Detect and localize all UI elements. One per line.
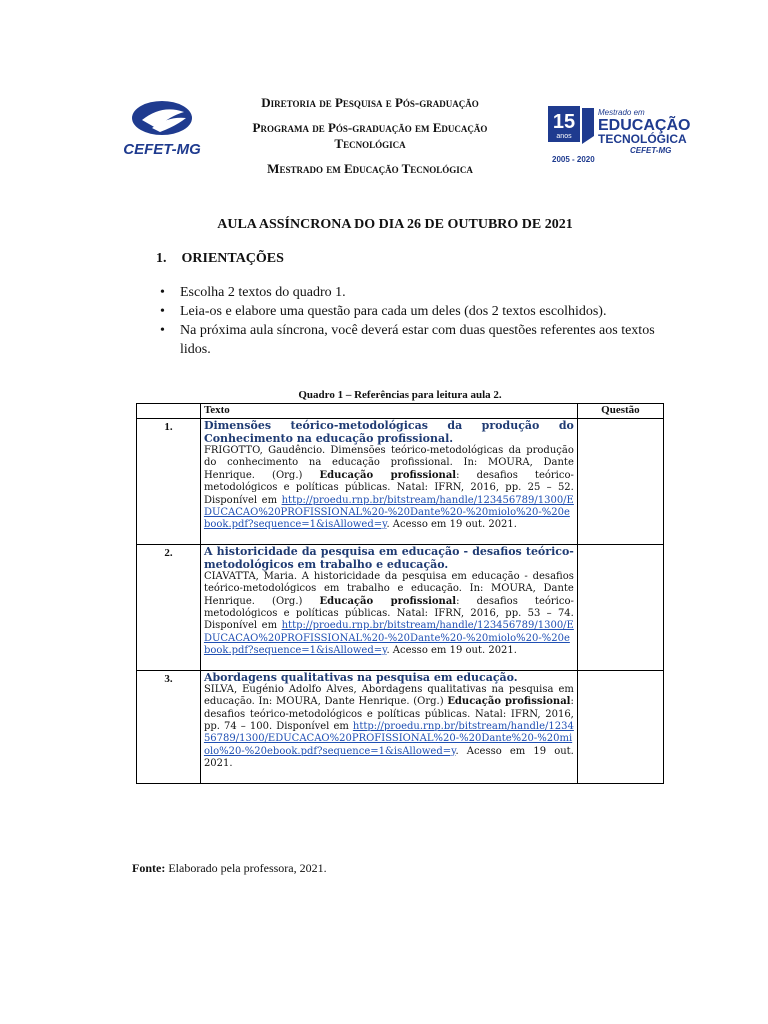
- header-line-3: Mestrado em Educação Tecnológica: [267, 161, 473, 176]
- reference-text: CIAVATTA, Maria. A historicidade da pesquisa em educação - desafios teórico-metodológicos em trabalho e educação. In: MOURA, Dante Henrique. (Org.): [203, 570, 574, 607]
- reference-access: . Acesso em 19 out. 2021.: [203, 745, 574, 770]
- row-number: 2.: [137, 544, 201, 670]
- section-heading: [156, 251, 284, 267]
- logo-line-4: CEFET-MG: [630, 146, 672, 155]
- header-questao-cell: Questão: [577, 404, 663, 419]
- table-row: [137, 419, 664, 545]
- question-cell[interactable]: [577, 419, 663, 545]
- question-cell[interactable]: [577, 544, 663, 670]
- reference-link[interactable]: http://proedu.rnp.br/bitstream/handle/123456789/1300/EDUCACAO%20PROFISSIONAL%20-%20Dante%20-%20miolo%20-%20ebook.pdf?sequence=1&isAllowed=y: [203, 720, 574, 757]
- instruction-item: • Na próxima aula síncrona, você deverá estar com duas questões referentes aos textos lidos.: [160, 321, 680, 359]
- reference-book-title: Educação profissional: [319, 469, 457, 481]
- table-row: [137, 670, 664, 783]
- section-label: ORIENTAÇÕES: [181, 251, 284, 266]
- logo-line-1: Mestrado em: [598, 108, 645, 117]
- cefet-mg-logo-text: CEFET-MG: [123, 141, 201, 158]
- reference-text-cont: : desafios teórico-metodológicos e políticas públicas. Natal: IFRN, 2016, pp. 25 – 52. Disponível em: [203, 469, 574, 506]
- table-caption: Quadro 1 – Referências para leitura aula 2.: [298, 389, 502, 401]
- table-source: [132, 861, 327, 876]
- reference-book-title: Educação profissional: [447, 696, 571, 708]
- logo-anos: anos: [556, 133, 572, 140]
- header-line-2a: Programa de Pós-graduação em Educação: [252, 120, 488, 135]
- section-number: 1.: [156, 251, 167, 266]
- reference-book-title: Educação profissional: [319, 595, 457, 607]
- page-title: AULA ASSÍNCRONA DO DIA 26 DE OUTUBRO DE 2021: [217, 217, 573, 232]
- header-number-cell: [137, 404, 201, 419]
- mestrado-15-anos-logo: [546, 106, 702, 168]
- reference-link[interactable]: http://proedu.rnp.br/bitstream/handle/123456789/1300/EDUCACAO%20PROFISSIONAL%20-%20Dante%20-%20miolo%20-%20ebook.pdf?sequence=1&isAllowed=y: [203, 494, 574, 531]
- table-row: [137, 544, 664, 670]
- header-line-1: Diretoria de Pesquisa e Pós-graduação: [261, 95, 479, 110]
- row-number: 3.: [137, 670, 201, 783]
- row-number: 1.: [137, 419, 201, 545]
- reference-access: . Acesso em 19 out. 2021.: [386, 519, 517, 531]
- table-header-row: [137, 404, 664, 419]
- reference-text: SILVA, Eugénio Adolfo Alves, Abordagens qualitativas na pesquisa em educação. In: MOURA, Dante Henrique. (Org.): [203, 683, 574, 708]
- question-cell[interactable]: [577, 670, 663, 783]
- source-label: Fonte:: [132, 861, 166, 875]
- reference-text-cont: : desafios teórico-metodológicos e políticas públicas. Natal: IFRN, 2016, pp. 53 – 74. Disponível em: [203, 595, 574, 632]
- reference-title: A historicidade da pesquisa em educação - desafios teórico-metodológicos em trabalho e educação.: [203, 544, 574, 571]
- logo-line-2: EDUCAÇÃO: [598, 117, 691, 134]
- instructions-list: [160, 283, 680, 359]
- source-text: Elaborado pela professora, 2021.: [165, 861, 327, 875]
- reference-link[interactable]: http://proedu.rnp.br/bitstream/handle/123456789/1300/EDUCACAO%20PROFISSIONAL%20-%20Dante%20-%20miolo%20-%20ebook.pdf?sequence=1&isAllowed=y: [203, 620, 574, 657]
- reference-title: Dimensões teórico-metodológicas da produção do Conhecimento na educação profissional.: [203, 419, 574, 445]
- header-line-2: [215, 120, 525, 152]
- logo-number: 15: [552, 111, 576, 133]
- logo-line-3: TECNOLÓGICA: [598, 132, 687, 146]
- row-text-cell: [200, 419, 577, 545]
- reference-title: Abordagens qualitativas na pesquisa em educação.: [203, 670, 518, 684]
- reference-text-cont: : desafios teórico-metodológicos e políticas públicas. Natal: IFRN, 2016, pp. 74 – 100. Disponível em: [203, 696, 574, 732]
- references-table: [136, 403, 664, 784]
- instruction-item: • Escolha 2 textos do quadro 1.: [160, 283, 680, 302]
- cefet-mg-logo: [112, 98, 212, 160]
- header-line-2b: Tecnológica: [334, 136, 406, 151]
- header-texto-cell: Texto: [200, 404, 577, 419]
- row-text-cell: [200, 670, 577, 783]
- logo-years: 2005 - 2020: [552, 155, 595, 164]
- reference-text: FRIGOTTO, Gaudêncio. Dimensões teórico-metodológicas da produção do conhecimento na educação profissional. In: MOURA, Dante Henrique. (Org.): [203, 445, 574, 481]
- instruction-item: • Leia-os e elabore uma questão para cada um deles (dos 2 textos escolhidos).: [160, 302, 680, 321]
- row-text-cell: [200, 544, 577, 670]
- reference-access: . Acesso em 19 out. 2021.: [386, 645, 517, 657]
